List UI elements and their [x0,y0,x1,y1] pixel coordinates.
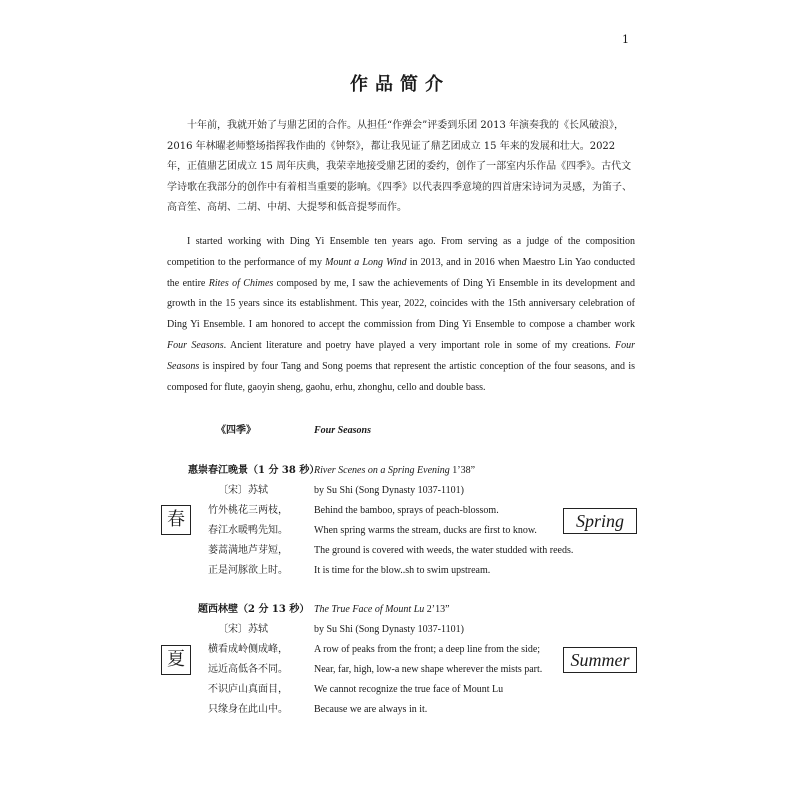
poem-line-zh: 远近高低各不同。 [208,664,288,675]
intro-chinese-paragraph: 十年前，我就开始了与鼎艺团的合作。从担任“作弹会”评委到乐团 2013 年演奏我的《长风破浪》，2016 年林曜老师整场指挥我作曲的《钟祭》，都让我见证了鼎艺团成立 15 年来的发展和壮大。2022 年，正值鼎艺团成立 15 周年庆典，我荣幸地接受鼎艺团的委约，创作了一部室内乐作品《四季》。古代文学诗歌在我部分的创作中有着相当重要的影响。《四季》以代表四季意境的四首唐宋诗词为灵感，为笛子、高音笙、高胡、二胡、中胡、大提琴和低音提琴而作。 [167,120,632,213]
poem-author-zh: 〔宋〕苏轼 [218,485,268,496]
work-title-rites-of-chimes: Rites of Chimes [208,277,274,289]
page-number: 1 [622,33,629,46]
poem-line-zh: 横看成岭侧成峰， [208,644,288,655]
intro-english-paragraph [167,232,635,398]
intro-en-text: . Ancient literature and poetry have played a very important role in some of my creations. [223,339,615,351]
season-box-en: Spring [563,508,637,534]
poem-line-zh: 正是河豚欲上时。 [208,565,288,576]
poem-line-zh: 春江水暖鸭先知。 [208,525,288,536]
poem-line-en: A row of peaks from the front; a deep line from the side; [314,644,541,655]
poem-line-en: The ground is covered with weeds, the water studded with reeds. [314,545,574,556]
page-title: 作品简介 [350,74,450,95]
poem-line-zh: 竹外桃花三两枝， [208,505,288,516]
poem-author-en: by Su Shi (Song Dynasty 1037-1101) [314,624,464,635]
poem-line-zh: 只缘身在此山中。 [208,704,288,715]
poem-title-en-text: River Scenes on a Spring Evening [314,465,450,476]
intro-en-text: in 2013, and in 2016 when Maestro Lin Yao conducted the entire [167,256,635,289]
intro-en-text: is inspired by four Tang and Song poems that represent the artistic conception of the four seasons, and is composed for flute, gaoyin sheng, gaohu, erhu, zhonghu, cello and double bass. [167,360,635,393]
poem-line-en: When spring warms the stream, ducks are first to know. [314,525,537,536]
poem-line-zh: 不识庐山真面目， [208,684,288,695]
poem-title-zh: 惠崇春江晚景（1 分 38 秒） [188,465,320,476]
poem-line-en: Because we are always in it. [314,704,428,715]
season-box-zh: 夏 [161,645,191,675]
poem-title-zh: 题西林壁（2 分 13 秒） [198,604,310,615]
poem-title-en [314,603,450,617]
work-title-four-seasons: Four Seasons [167,339,224,351]
poem-author-zh: 〔宋〕苏轼 [218,624,268,635]
intro-en-text: composed by me, I saw the achievements of Ding Yi Ensemble in its development and growth in the 15 years since its establishment. This year, 2022, coincides with the 15th anniversary celebration of Ding Yi Ensemble. I am honored to accept the commission from Ding Yi Ensemble to compose a chamber work [167,277,635,331]
poem-title-en [314,464,475,478]
poem-line-en: We cannot recognize the true face of Mount Lu [314,684,504,695]
work-title-zh: 《四季》 [216,425,256,436]
intro-en-text: I started working with Ding Yi Ensemble ten years ago. From serving as a judge of the composition competition to the performance of my [167,236,635,268]
poem-line-en: It is time for the blow..sh to swim upstream. [314,565,491,576]
poem-duration: 1’38” [449,465,476,476]
work-title-en: Four Seasons [314,425,371,436]
season-box-zh: 春 [161,505,191,535]
poem-line-zh: 蒌蒿满地芦芽短， [208,545,288,556]
work-title-mount-a-long-wind: Mount a Long Wind [325,256,407,268]
work-title-four-seasons: Four Seasons [167,339,635,372]
poem-line-en: Behind the bamboo, sprays of peach-blossom. [314,505,499,516]
poem-author-en: by Su Shi (Song Dynasty 1037-1101) [314,485,464,496]
poem-line-en: Near, far, high, low-a new shape wherever the mists part. [314,664,543,675]
season-box-en: Summer [563,647,637,673]
poem-title-en-text: The True Face of Mount Lu [314,604,425,615]
poem-duration: 2’13” [424,604,450,615]
